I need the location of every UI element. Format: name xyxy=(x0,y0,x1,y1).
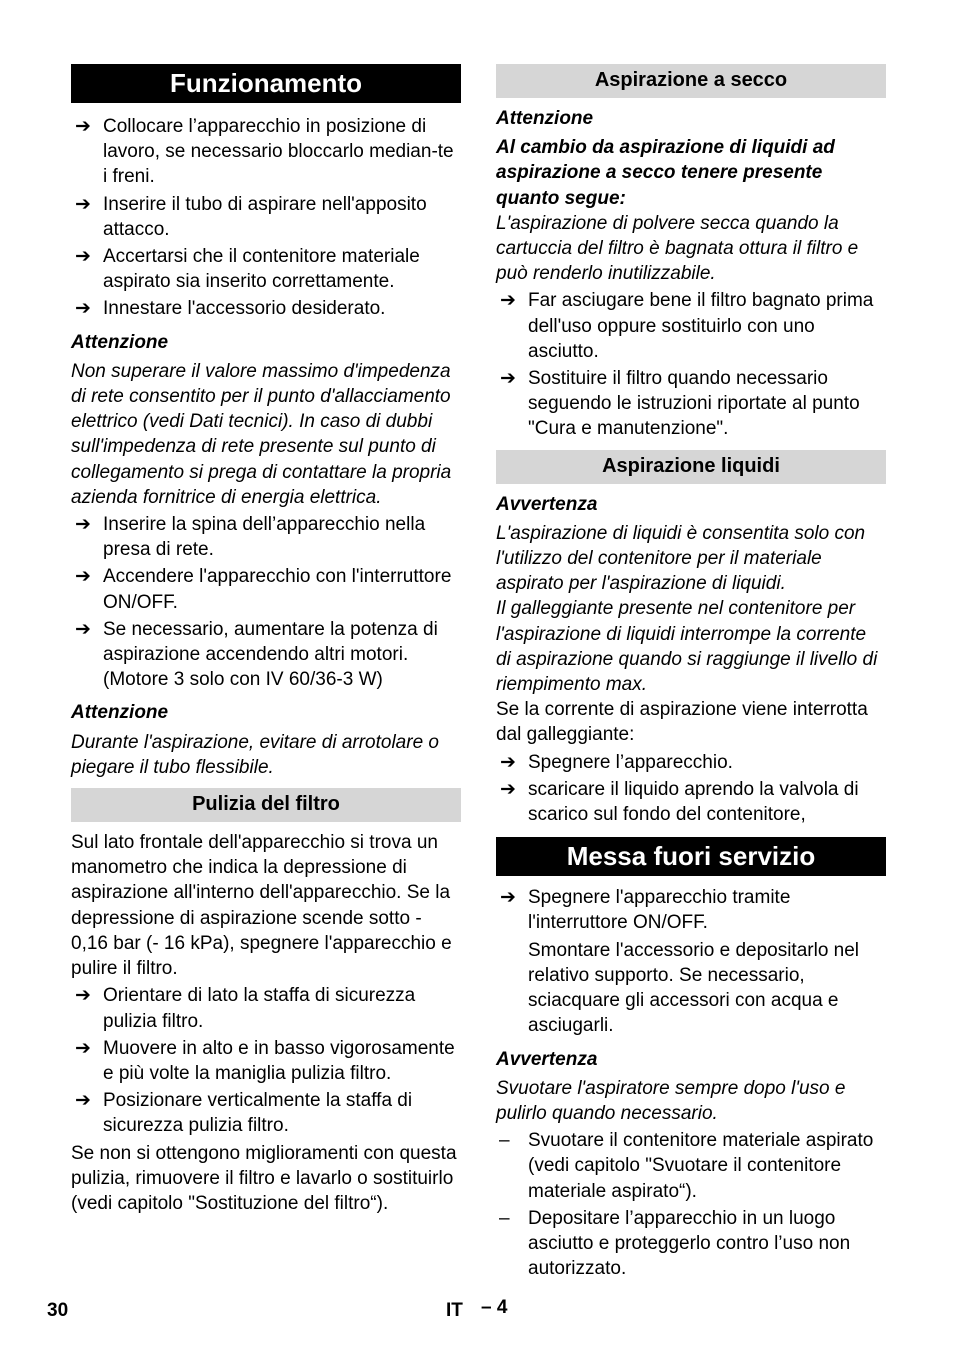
list-item: ➔ Far asciugare bene il filtro bagnato prima dell'uso oppure sostituirlo con uno asciutto. xyxy=(500,290,874,362)
note-title: Attenzione xyxy=(71,331,169,353)
arrow-right-icon: ➔ xyxy=(75,514,91,536)
arrow-right-icon: ➔ xyxy=(500,290,516,312)
right-column xyxy=(496,64,886,1281)
note-title: Avvertenza xyxy=(496,493,598,515)
note-text: Non superare il valore massimo d'impedenza di rete consentito per il punto d'allacciamento elettrico (vedi Dati tecnici). In caso di dubbi sull'impedenza di rete presente sul punto di collegamento si prega di contattare la propria azienda fornitrice di energia elettrica. xyxy=(71,360,452,508)
list-item: ➔ Orientare di lato la staffa di sicurezza pulizia filtro. xyxy=(75,985,416,1032)
list-item: ➔ Innestare l'accessorio desiderato. xyxy=(71,296,461,321)
arrow-right-icon: ➔ xyxy=(75,985,91,1007)
indented-paragraph: Smontare l'accessorio e depositarlo nel relativo supporto. Se necessario, sciacquare gli accessori con acqua e asciugarli. xyxy=(528,939,860,1037)
note-bold-text: Al cambio da aspirazione di liquidi ad aspirazione a secco tenere presente quanto segue: xyxy=(496,137,835,209)
list-item: – Svuotare il contenitore materiale aspirato (vedi capitolo "Svuotare il contenitore materiale aspirato“). xyxy=(499,1130,874,1202)
arrow-right-icon: ➔ xyxy=(75,116,91,137)
note-text: L'aspirazione di liquidi è consentita solo con l'utilizzo del contenitore per il materiale aspirato per l'aspirazione di liquidi. xyxy=(496,522,866,595)
list-item: ➔ Spegnere l'apparecchio tramite l'interruttore ON/OFF. xyxy=(500,887,791,934)
left-column xyxy=(71,64,461,1216)
list-item: ➔ scaricare il liquido aprendo la valvola di scarico sul fondo del contenitore, xyxy=(500,778,859,826)
heading-pulizia-filtro: Pulizia del filtro xyxy=(71,788,461,822)
note-title: Attenzione xyxy=(71,702,169,724)
note-text: Il galleggiante presente nel contenitore per l'aspirazione di liquidi interrompe la corrente di aspirazione quando si raggiunge il livello di riempimento max. xyxy=(496,598,878,696)
paragraph: Se non si ottengono miglioramenti con questa pulizia, rimuovere il filtro e lavarlo o sostituirlo (vedi capitolo "Sostituzione del filtro“). xyxy=(71,1142,457,1214)
note-text: Durante l'aspirazione, evitare di arrotolare o piegare il tubo flessibile. xyxy=(71,731,439,778)
list-item: ➔ Se necessario, aumentare la potenza di aspirazione accendendo altri motori. (Motore 3 solo con IV 60/36-3 W) xyxy=(75,618,438,691)
list-item: ➔ Sostituire il filtro quando necessario seguendo le istruzioni riportate al punto "Cura e manutenzione". xyxy=(500,368,860,440)
arrow-right-icon: ➔ xyxy=(75,193,91,215)
arrow-right-icon: ➔ xyxy=(75,1037,91,1059)
heading-messa-fuori-servizio: Messa fuori servizio xyxy=(496,837,886,876)
list-item: ➔ Collocare l’apparecchio in posizione di lavoro, se necessario bloccarlo median-te i freni. xyxy=(75,116,454,188)
arrow-right-icon: ➔ xyxy=(500,778,516,800)
list-item: ➔ Muovere in alto e in basso vigorosamente e più volte la maniglia pulizia filtro. xyxy=(75,1037,455,1084)
heading-aspirazione-secco: Aspirazione a secco xyxy=(496,64,886,98)
list-item: ➔ Accertarsi che il contenitore materiale aspirato sia inserito correttamente. xyxy=(75,246,420,293)
list-item: ➔ Spegnere l’apparecchio. xyxy=(496,750,886,775)
arrow-right-icon: ➔ xyxy=(75,246,91,268)
arrow-right-icon: ➔ xyxy=(500,368,516,390)
page-number: 30 xyxy=(47,1300,69,1321)
arrow-right-icon: ➔ xyxy=(75,618,91,640)
paragraph: Se la corrente di aspirazione viene interrotta dal galleggiante: xyxy=(496,699,868,746)
arrow-right-icon: ➔ xyxy=(500,751,516,773)
arrow-right-icon: ➔ xyxy=(75,1090,91,1112)
note-title: Avvertenza xyxy=(496,1048,598,1070)
heading-aspirazione-liquidi: Aspirazione liquidi xyxy=(496,450,886,484)
language-code: IT xyxy=(446,1300,463,1321)
note-text: L'aspirazione di polvere secca quando la cartuccia del filtro è bagnata ottura il filtro e può renderlo inutilizzabile. xyxy=(496,212,859,285)
note-title: Attenzione xyxy=(496,108,594,129)
heading-funzionamento: Funzionamento xyxy=(71,64,461,103)
paragraph: Sul lato frontale dell'apparecchio si trova un manometro che indica la depressione di aspirazione all'interno dell'apparecchio. Se la depressione di aspirazione scende sotto - 0,16 bar (- 16 kPa), spegnere l'apparecchio e pulire il filtro. xyxy=(71,832,452,980)
list-item: ➔ Inserire la spina dell’apparecchio nella presa di rete. xyxy=(75,514,426,561)
list-item: – Depositare l’apparecchio in un luogo asciutto e proteggerlo contro l’uso non autorizzato. xyxy=(499,1207,851,1280)
note-text: Svuotare l'aspiratore sempre dopo l'uso e pulirlo quando necessario. xyxy=(496,1077,846,1124)
sub-page-number: – 4 xyxy=(481,1297,508,1318)
list-item: ➔ Posizionare verticalmente la staffa di sicurezza pulizia filtro. xyxy=(75,1090,413,1137)
dash-icon: – xyxy=(499,1207,510,1229)
arrow-right-icon: ➔ xyxy=(75,566,91,588)
list-item: ➔ Accendere l'apparecchio con l'interruttore ON/OFF. xyxy=(75,566,452,613)
dash-icon: – xyxy=(499,1130,510,1152)
arrow-right-icon: ➔ xyxy=(75,298,91,320)
list-item: ➔ Inserire il tubo di aspirare nell'apposito attacco. xyxy=(75,193,427,240)
arrow-right-icon: ➔ xyxy=(500,887,516,909)
